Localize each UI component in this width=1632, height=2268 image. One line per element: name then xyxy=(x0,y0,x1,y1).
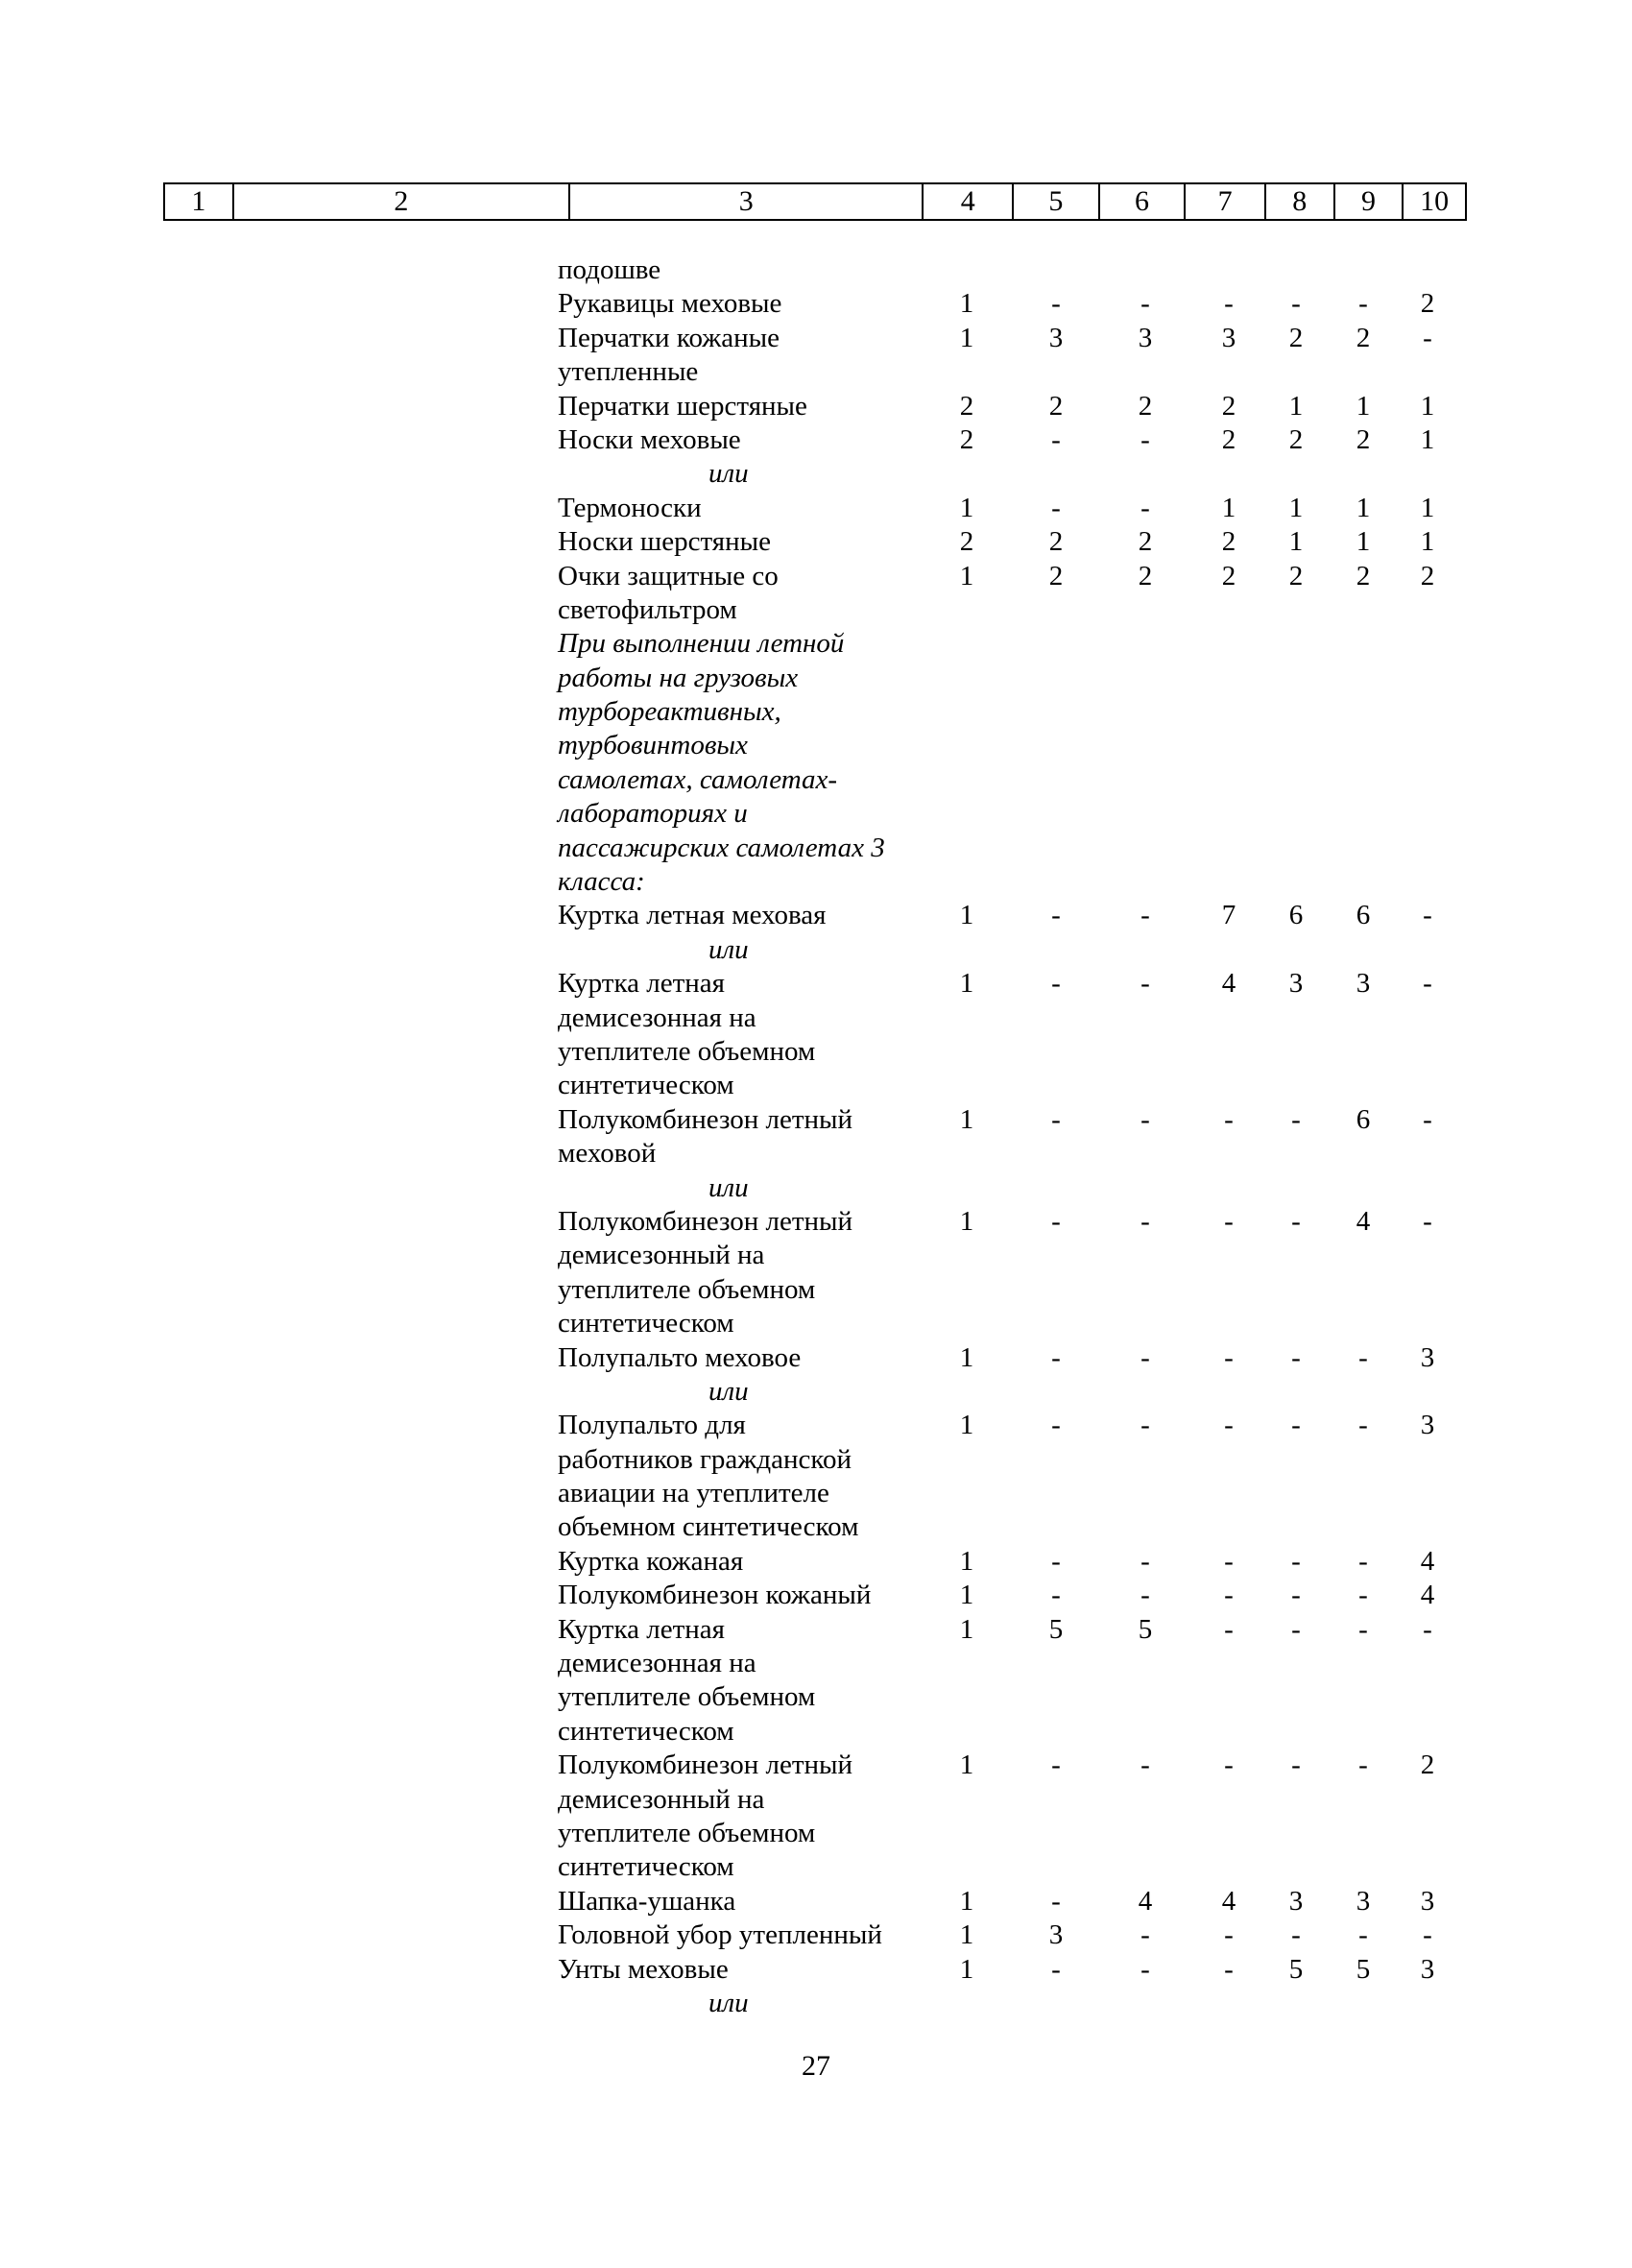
value-col-9: - xyxy=(1358,288,1368,320)
table-row xyxy=(0,1613,1632,1647)
table-row xyxy=(0,662,1632,695)
value-col-8: 6 xyxy=(1288,900,1304,931)
alternative-label: или xyxy=(708,458,749,490)
value-col-9: 2 xyxy=(1356,560,1371,591)
value-col-5: - xyxy=(1051,1545,1061,1577)
value-col-5: - xyxy=(1051,1103,1061,1135)
item-name: Полукомбинезон летный xyxy=(558,1205,853,1237)
value-col-6: - xyxy=(1140,1749,1150,1781)
value-col-8: - xyxy=(1291,1410,1301,1441)
value-col-4: 2 xyxy=(959,390,974,422)
table-row xyxy=(0,1307,1632,1340)
value-col-10: 3 xyxy=(1420,1953,1435,1985)
value-col-9: - xyxy=(1358,1613,1368,1645)
value-col-4: 1 xyxy=(959,1341,974,1373)
table-row xyxy=(0,253,1632,287)
value-col-8: 2 xyxy=(1288,322,1304,353)
table-row xyxy=(0,1069,1632,1102)
value-col-4: 1 xyxy=(959,1613,974,1645)
item-name: Носки шерстяные xyxy=(558,526,771,558)
value-col-9: - xyxy=(1358,1580,1368,1611)
norms-table-body xyxy=(0,253,1632,2020)
value-col-7: 4 xyxy=(1221,968,1236,1000)
item-name: объемном синтетическом xyxy=(558,1511,859,1543)
item-name: Термоноски xyxy=(558,492,702,523)
table-row xyxy=(0,627,1632,661)
value-col-7: 2 xyxy=(1221,560,1236,591)
value-col-5: 3 xyxy=(1048,322,1064,353)
value-col-8: - xyxy=(1291,1613,1301,1645)
value-col-5: 2 xyxy=(1048,526,1064,558)
item-name: турбовинтовых xyxy=(558,730,748,761)
value-col-8: - xyxy=(1291,1545,1301,1577)
table-row xyxy=(0,729,1632,762)
item-name: Куртка летная меховая xyxy=(558,900,827,931)
table-row xyxy=(0,1409,1632,1442)
table-row xyxy=(0,1783,1632,1817)
value-col-7: - xyxy=(1224,1341,1234,1373)
value-col-4: 1 xyxy=(959,1749,974,1781)
value-col-7: 2 xyxy=(1221,390,1236,422)
value-col-9: - xyxy=(1358,1545,1368,1577)
value-col-6: 5 xyxy=(1138,1613,1153,1645)
item-name: Рукавицы меховые xyxy=(558,288,782,320)
item-name: утеплителе объемном xyxy=(558,1817,816,1848)
item-name: Головной убор утепленный xyxy=(558,1919,882,1951)
value-col-10: 1 xyxy=(1420,390,1435,422)
value-col-6: - xyxy=(1140,492,1150,523)
value-col-5: - xyxy=(1051,1953,1061,1985)
value-col-6: - xyxy=(1140,1953,1150,1985)
value-col-10: 3 xyxy=(1420,1341,1435,1373)
value-col-7: 2 xyxy=(1221,423,1236,455)
value-col-6: - xyxy=(1140,968,1150,1000)
value-col-7: 7 xyxy=(1221,900,1236,931)
item-name: Полупальто для xyxy=(558,1410,746,1441)
value-col-5: 2 xyxy=(1048,390,1064,422)
value-col-4: 2 xyxy=(959,423,974,455)
table-row xyxy=(0,933,1632,967)
table-row xyxy=(0,1510,1632,1544)
table-row xyxy=(0,492,1632,525)
table-row xyxy=(0,1477,1632,1510)
value-col-6: - xyxy=(1140,1103,1150,1135)
value-col-5: - xyxy=(1051,900,1061,931)
header-column-9: 9 xyxy=(1335,184,1404,219)
table-row xyxy=(0,1817,1632,1850)
value-col-7: - xyxy=(1224,1205,1234,1237)
item-name: класса: xyxy=(558,866,645,898)
value-col-8: 3 xyxy=(1288,1885,1304,1917)
value-col-6: - xyxy=(1140,1545,1150,1577)
item-name: утепленные xyxy=(558,356,699,388)
value-col-9: 1 xyxy=(1356,526,1371,558)
value-col-10: - xyxy=(1423,1205,1432,1237)
value-col-6: 2 xyxy=(1138,526,1153,558)
value-col-7: - xyxy=(1224,1545,1234,1577)
value-col-5: - xyxy=(1051,1341,1061,1373)
value-col-4: 1 xyxy=(959,968,974,1000)
table-row xyxy=(0,1239,1632,1272)
value-col-5: - xyxy=(1051,1885,1061,1917)
table-row xyxy=(0,1035,1632,1069)
value-col-4: 1 xyxy=(959,900,974,931)
value-col-10: 2 xyxy=(1420,288,1435,320)
item-name: синтетическом xyxy=(558,1308,734,1339)
value-col-10: - xyxy=(1423,1103,1432,1135)
value-col-8: - xyxy=(1291,1103,1301,1135)
item-name: При выполнении летной xyxy=(558,628,845,660)
item-name: меховой xyxy=(558,1138,657,1170)
value-col-8: 1 xyxy=(1288,526,1304,558)
value-col-8: 2 xyxy=(1288,560,1304,591)
value-col-10: 1 xyxy=(1420,492,1435,523)
value-col-7: 2 xyxy=(1221,526,1236,558)
value-col-7: - xyxy=(1224,1749,1234,1781)
table-row xyxy=(0,1273,1632,1307)
value-col-5: 2 xyxy=(1048,560,1064,591)
value-col-8: - xyxy=(1291,1919,1301,1951)
value-col-8: 1 xyxy=(1288,492,1304,523)
value-col-5: - xyxy=(1051,288,1061,320)
value-col-5: - xyxy=(1051,968,1061,1000)
value-col-9: 3 xyxy=(1356,968,1371,1000)
table-row xyxy=(0,1647,1632,1680)
value-col-6: - xyxy=(1140,1205,1150,1237)
table-row xyxy=(0,1680,1632,1714)
value-col-10: - xyxy=(1423,322,1432,353)
item-name: Полукомбинезон летный xyxy=(558,1749,853,1781)
item-name: Очки защитные со xyxy=(558,560,779,591)
item-name: авиации на утеплителе xyxy=(558,1478,829,1509)
item-name: Куртка кожаная xyxy=(558,1545,744,1577)
value-col-9: 1 xyxy=(1356,492,1371,523)
value-col-4: 1 xyxy=(959,322,974,353)
item-name: работы на грузовых xyxy=(558,662,799,693)
value-col-9: - xyxy=(1358,1341,1368,1373)
item-name: утеплителе объемном xyxy=(558,1035,816,1067)
value-col-7: - xyxy=(1224,1613,1234,1645)
item-name: демисезонная на xyxy=(558,1648,756,1679)
table-row xyxy=(0,560,1632,593)
header-column-4: 4 xyxy=(924,184,1014,219)
table-row xyxy=(0,1375,1632,1409)
item-name: Носки меховые xyxy=(558,423,741,455)
value-col-4: 1 xyxy=(959,1545,974,1577)
header-column-8: 8 xyxy=(1266,184,1335,219)
value-col-5: - xyxy=(1051,1749,1061,1781)
value-col-7: 4 xyxy=(1221,1885,1236,1917)
table-row xyxy=(0,525,1632,559)
value-col-8: - xyxy=(1291,1341,1301,1373)
value-col-9: 2 xyxy=(1356,322,1371,353)
value-col-4: 1 xyxy=(959,1205,974,1237)
value-col-4: 1 xyxy=(959,560,974,591)
value-col-9: 5 xyxy=(1356,1953,1371,1985)
value-col-4: 1 xyxy=(959,1103,974,1135)
value-col-9: 3 xyxy=(1356,1885,1371,1917)
table-row xyxy=(0,1001,1632,1035)
value-col-4: 1 xyxy=(959,1919,974,1951)
value-col-9: 1 xyxy=(1356,390,1371,422)
alternative-label: или xyxy=(708,1171,749,1203)
table-row xyxy=(0,1137,1632,1170)
item-name: синтетическом xyxy=(558,1070,734,1101)
item-name: Шапка-ушанка xyxy=(558,1885,736,1917)
table-row xyxy=(0,287,1632,321)
value-col-7: - xyxy=(1224,288,1234,320)
value-col-9: 4 xyxy=(1356,1205,1371,1237)
value-col-7: - xyxy=(1224,1919,1234,1951)
value-col-5: 5 xyxy=(1048,1613,1064,1645)
value-col-6: - xyxy=(1140,900,1150,931)
table-row xyxy=(0,763,1632,797)
item-name: лабораториях и xyxy=(558,798,748,830)
value-col-10: - xyxy=(1423,968,1432,1000)
value-col-6: - xyxy=(1140,423,1150,455)
value-col-7: - xyxy=(1224,1953,1234,1985)
item-name: работников гражданской xyxy=(558,1443,852,1475)
value-col-9: - xyxy=(1358,1749,1368,1781)
value-col-8: 3 xyxy=(1288,968,1304,1000)
value-col-4: 2 xyxy=(959,526,974,558)
table-row xyxy=(0,1885,1632,1918)
table-row xyxy=(0,1341,1632,1375)
item-name: самолетах, самолетах- xyxy=(558,763,838,795)
table-row xyxy=(0,1103,1632,1137)
value-col-4: 1 xyxy=(959,1410,974,1441)
table-row xyxy=(0,899,1632,932)
alternative-label: или xyxy=(708,933,749,965)
table-row xyxy=(0,423,1632,457)
item-name: пассажирских самолетах 3 xyxy=(558,832,885,863)
table-row xyxy=(0,322,1632,355)
item-name: демисезонная на xyxy=(558,1001,756,1033)
value-col-6: - xyxy=(1140,1341,1150,1373)
table-row xyxy=(0,797,1632,831)
header-column-1: 1 xyxy=(165,184,234,219)
value-col-8: 5 xyxy=(1288,1953,1304,1985)
value-col-7: - xyxy=(1224,1103,1234,1135)
header-column-7: 7 xyxy=(1186,184,1266,219)
table-row xyxy=(0,1953,1632,1987)
alternative-label: или xyxy=(708,1987,749,2018)
value-col-10: 4 xyxy=(1420,1580,1435,1611)
value-col-5: - xyxy=(1051,1410,1061,1441)
value-col-7: - xyxy=(1224,1410,1234,1441)
value-col-6: 4 xyxy=(1138,1885,1153,1917)
value-col-8: - xyxy=(1291,1580,1301,1611)
header-column-10: 10 xyxy=(1420,185,1450,217)
value-col-8: 2 xyxy=(1288,423,1304,455)
table-row xyxy=(0,967,1632,1001)
item-name: Куртка летная xyxy=(558,1613,725,1645)
value-col-10: 4 xyxy=(1420,1545,1435,1577)
value-col-6: - xyxy=(1140,288,1150,320)
item-name: синтетическом xyxy=(558,1715,734,1747)
value-col-8: - xyxy=(1291,1749,1301,1781)
table-row xyxy=(0,355,1632,389)
value-col-8: - xyxy=(1291,288,1301,320)
item-name: светофильтром xyxy=(558,593,737,625)
table-row xyxy=(0,1918,1632,1952)
value-col-5: 3 xyxy=(1048,1919,1064,1951)
item-name: подошве xyxy=(558,254,661,285)
value-col-6: 3 xyxy=(1138,322,1153,353)
item-name: Перчатки кожаные xyxy=(558,322,780,353)
value-col-10: - xyxy=(1423,1613,1432,1645)
item-name: турбореактивных, xyxy=(558,696,781,728)
value-col-4: 1 xyxy=(959,1953,974,1985)
item-name: утеплителе объемном xyxy=(558,1273,816,1305)
value-col-4: 1 xyxy=(959,1885,974,1917)
column-number-header xyxy=(163,182,1467,221)
table-row xyxy=(0,1987,1632,2020)
value-col-10: 2 xyxy=(1420,560,1435,591)
table-row xyxy=(0,865,1632,899)
value-col-8: - xyxy=(1291,1205,1301,1237)
value-col-5: - xyxy=(1051,1205,1061,1237)
value-col-9: - xyxy=(1358,1410,1368,1441)
value-col-9: 6 xyxy=(1356,900,1371,931)
item-name: демисезонный на xyxy=(558,1783,765,1815)
item-name: демисезонный на xyxy=(558,1240,765,1271)
header-column-6: 6 xyxy=(1100,184,1187,219)
value-col-10: 1 xyxy=(1420,526,1435,558)
value-col-10: 1 xyxy=(1420,423,1435,455)
item-name: Перчатки шерстяные xyxy=(558,390,807,422)
alternative-label: или xyxy=(708,1375,749,1407)
value-col-6: 2 xyxy=(1138,560,1153,591)
value-col-4: 1 xyxy=(959,492,974,523)
table-row xyxy=(0,1545,1632,1579)
value-col-4: 1 xyxy=(959,1580,974,1611)
value-col-5: - xyxy=(1051,492,1061,523)
table-row xyxy=(0,1715,1632,1749)
table-row xyxy=(0,390,1632,423)
value-col-7: 3 xyxy=(1221,322,1236,353)
value-col-5: - xyxy=(1051,423,1061,455)
table-row xyxy=(0,1850,1632,1884)
value-col-6: - xyxy=(1140,1919,1150,1951)
value-col-6: - xyxy=(1140,1580,1150,1611)
table-row xyxy=(0,1579,1632,1612)
value-col-9: 6 xyxy=(1356,1103,1371,1135)
table-row xyxy=(0,832,1632,865)
table-row xyxy=(0,1443,1632,1477)
item-name: Полукомбинезон кожаный xyxy=(558,1580,872,1611)
value-col-9: - xyxy=(1358,1919,1368,1951)
item-name: утеплителе объемном xyxy=(558,1681,816,1713)
value-col-7: - xyxy=(1224,1580,1234,1611)
header-column-3: 3 xyxy=(570,184,924,219)
value-col-5: - xyxy=(1051,1580,1061,1611)
value-col-6: - xyxy=(1140,1410,1150,1441)
value-col-8: 1 xyxy=(1288,390,1304,422)
value-col-6: 2 xyxy=(1138,390,1153,422)
value-col-4: 1 xyxy=(959,288,974,320)
value-col-7: 1 xyxy=(1221,492,1236,523)
item-name: Унты меховые xyxy=(558,1953,729,1985)
value-col-10: - xyxy=(1423,900,1432,931)
item-name: Полукомбинезон летный xyxy=(558,1103,853,1135)
item-name: Полупальто меховое xyxy=(558,1341,802,1373)
table-row xyxy=(0,457,1632,491)
table-row xyxy=(0,695,1632,729)
value-col-10: 3 xyxy=(1420,1885,1435,1917)
table-row xyxy=(0,1205,1632,1239)
value-col-10: - xyxy=(1423,1919,1432,1951)
value-col-10: 3 xyxy=(1420,1410,1435,1441)
table-row xyxy=(0,1749,1632,1782)
value-col-9: 2 xyxy=(1356,423,1371,455)
table-row xyxy=(0,1171,1632,1205)
value-col-10: 2 xyxy=(1420,1749,1435,1781)
header-column-2: 2 xyxy=(234,184,570,219)
table-row xyxy=(0,593,1632,627)
page-number: 27 xyxy=(802,2050,830,2082)
item-name: синтетическом xyxy=(558,1851,734,1883)
item-name: Куртка летная xyxy=(558,968,725,1000)
header-column-5: 5 xyxy=(1014,184,1100,219)
